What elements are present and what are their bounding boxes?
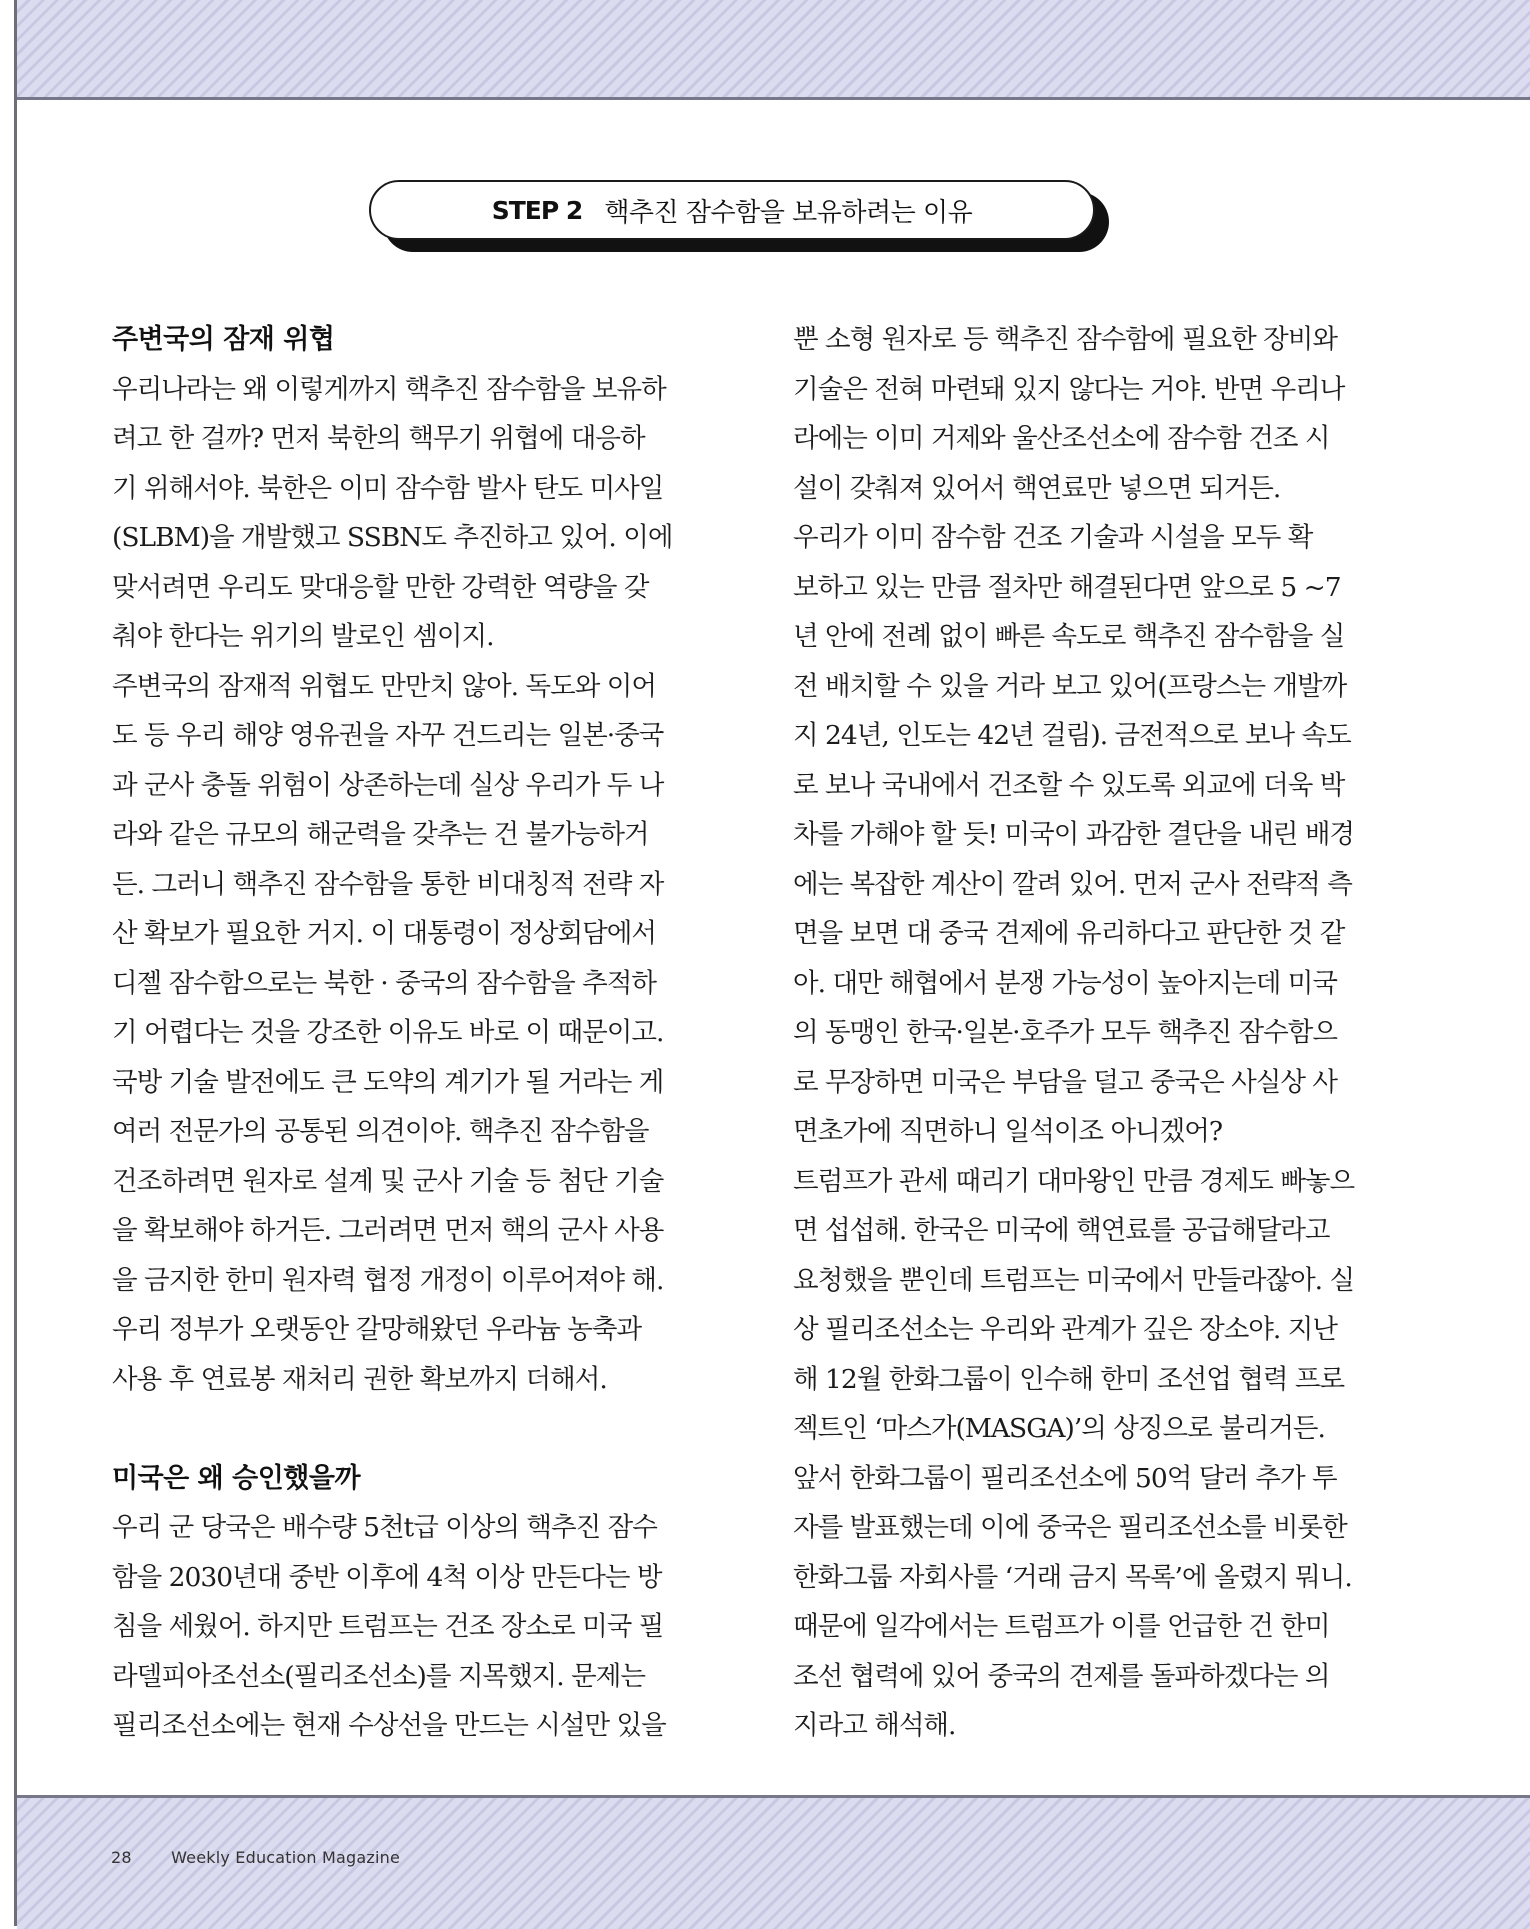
text-line: 지라고 해석해. [793,1710,956,1741]
text-line: 요청했을 뿐인데 트럼프는 미국에서 만들라잖아. 실 [793,1264,1355,1296]
text-line: 트럼프가 관세 때리기 대마왕인 만큼 경제도 빠놓으 [793,1165,1355,1197]
text-line: 든. 그러니 핵추진 잠수함을 통한 비대칭적 전략 자 [112,868,664,900]
text-line: 앞서 한화그룹이 필리조선소에 50억 달러 추가 투 [793,1462,1337,1494]
magazine-name: Weekly Education Magazine [171,1848,401,1867]
text-line: 에는 복잡한 계산이 깔려 있어. 먼저 군사 전략적 측 [793,868,1352,900]
text-line: 뿐 소형 원자로 등 핵추진 잠수함에 필요한 장비와 [793,324,1337,355]
right-column-body [793,315,1373,1751]
text-line: 우리나라는 왜 이렇게까지 핵추진 잠수함을 보유하 [112,373,666,405]
text-line: 기 어렵다는 것을 강조한 이유도 바로 이 때문이고. [112,1017,664,1048]
section-spacer [112,1404,692,1454]
text-line: 과 군사 충돌 위험이 상존하는데 실상 우리가 두 나 [112,769,664,801]
text-line: 우리가 이미 잠수함 건조 기술과 시설을 모두 확 [793,522,1313,553]
text-line: 여러 전문가의 공통된 의견이야. 핵추진 잠수함을 [112,1116,649,1147]
text-line: 함을 2030년대 중반 이후에 4척 이상 만든다는 방 [112,1561,662,1593]
text-line: 아. 대만 해협에서 분쟁 가능성이 높아지는데 미국 [793,967,1337,999]
text-line: 라델피아조선소(필리조선소)를 지목했지. 문제는 [112,1660,645,1692]
left-column [112,315,692,1751]
text-line: 필리조선소에는 현재 수상선을 만드는 시설만 있을 [112,1710,666,1741]
text-line: 디젤 잠수함으로는 북한 · 중국의 잠수함을 추적하 [112,967,656,999]
text-line: 주변국의 잠재적 위협도 만만치 않아. 독도와 이어 [112,670,656,702]
text-line: 때문에 일각에서는 트럼프가 이를 언급한 건 한미 [793,1611,1330,1642]
text-line: 라와 같은 규모의 해군력을 갖추는 건 불가능하거 [112,819,649,850]
text-line: 면을 보면 대 중국 견제에 유리하다고 판단한 것 같 [793,918,1345,949]
text-line: 산 확보가 필요한 거지. 이 대통령이 정상회담에서 [112,918,656,949]
text-line: 건조하려면 원자로 설계 및 군사 기술 등 첨단 기술 [112,1165,664,1197]
text-line: 우리 정부가 오랫동안 갈망해왔던 우라늄 농축과 [112,1314,642,1345]
text-line: 로 무장하면 미국은 부담을 덜고 중국은 사실상 사 [793,1066,1337,1098]
step-header-banner [369,180,1095,240]
section-body-us-approval [112,1503,692,1751]
text-line: 한화그룹 자회사를 ‘거래 금지 목록’에 올렸지 뭐니. [793,1561,1352,1593]
text-line: 도 등 우리 해양 영유권을 자꾸 건드리는 일본·중국 [112,720,664,751]
section-heading-us-approval: 미국은 왜 승인했을까 [112,1462,361,1494]
text-line: 국방 기술 발전에도 큰 도약의 계기가 될 거라는 게 [112,1066,664,1098]
text-line: 침을 세웠어. 하지만 트럼프는 건조 장소로 미국 필 [112,1611,664,1642]
text-line: 우리 군 당국은 배수량 5천t급 이상의 핵추진 잠수 [112,1512,657,1543]
section-heading-threat: 주변국의 잠재 위협 [112,324,335,355]
step-label: STEP 2 [491,195,583,225]
text-line: 려고 한 걸까? 먼저 북한의 핵무기 위협에 대응하 [112,423,645,454]
text-line: 라에는 이미 거제와 울산조선소에 잠수함 건조 시 [793,423,1330,454]
section-body-threat [112,365,692,1405]
text-line: 춰야 한다는 위기의 발로인 셈이지. [112,621,494,652]
text-line: (SLBM)을 개발했고 SSBN도 추진하고 있어. 이에 [112,522,673,553]
page-footer [111,1848,400,1867]
text-line: 을 확보해야 하거든. 그러려면 먼저 핵의 군사 사용 [112,1215,664,1246]
text-line: 로 보나 국내에서 건조할 수 있도록 외교에 더욱 박 [793,769,1345,801]
step-title: 핵추진 잠수함을 보유하려는 이유 [604,197,973,228]
text-line: 해 12월 한화그룹이 인수해 한미 조선업 협력 프로 [793,1363,1345,1395]
text-line: 기 위해서야. 북한은 이미 잠수함 발사 탄도 미사일 [112,472,664,504]
page-number: 28 [111,1848,132,1867]
text-line: 사용 후 연료봉 재처리 권한 확보까지 더해서. [112,1363,607,1395]
text-line: 지 24년, 인도는 42년 걸림). 금전적으로 보나 속도 [793,720,1351,751]
text-line: 자를 발표했는데 이에 중국은 필리조선소를 비롯한 [793,1512,1347,1543]
text-line: 을 금지한 한미 원자력 협정 개정이 이루어져야 해. [112,1264,664,1296]
right-column [793,315,1373,1751]
text-line: 상 필리조선소는 우리와 관계가 깊은 장소야. 지난 [793,1314,1337,1345]
text-line: 면초가에 직면하니 일석이조 아니겠어? [793,1116,1223,1147]
text-line: 젝트인 ‘마스가(MASGA)’의 상징으로 불리거든. [793,1413,1325,1444]
text-line: 보하고 있는 만큼 절차만 해결된다면 앞으로 5 ~7 [793,571,1341,603]
text-line: 조선 협력에 있어 중국의 견제를 돌파하겠다는 의 [793,1660,1330,1692]
text-line: 면 섭섭해. 한국은 미국에 핵연료를 공급해달라고 [793,1215,1330,1246]
text-line: 전 배치할 수 있을 거라 보고 있어(프랑스는 개발까 [793,670,1347,702]
text-line: 기술은 전혀 마련돼 있지 않다는 거야. 반면 우리나 [793,373,1345,405]
top-stripe-band [17,0,1530,100]
text-line: 년 안에 전례 없이 빠른 속도로 핵추진 잠수함을 실 [793,621,1345,652]
text-line: 설이 갖춰져 있어서 핵연료만 넣으면 되거든. [793,472,1281,504]
text-line: 차를 가해야 할 듯! 미국이 과감한 결단을 내린 배경 [793,819,1355,850]
text-line: 의 동맹인 한국·일본·호주가 모두 핵추진 잠수함으 [793,1017,1337,1048]
text-line: 맞서려면 우리도 맞대응할 만한 강력한 역량을 갖 [112,571,649,603]
